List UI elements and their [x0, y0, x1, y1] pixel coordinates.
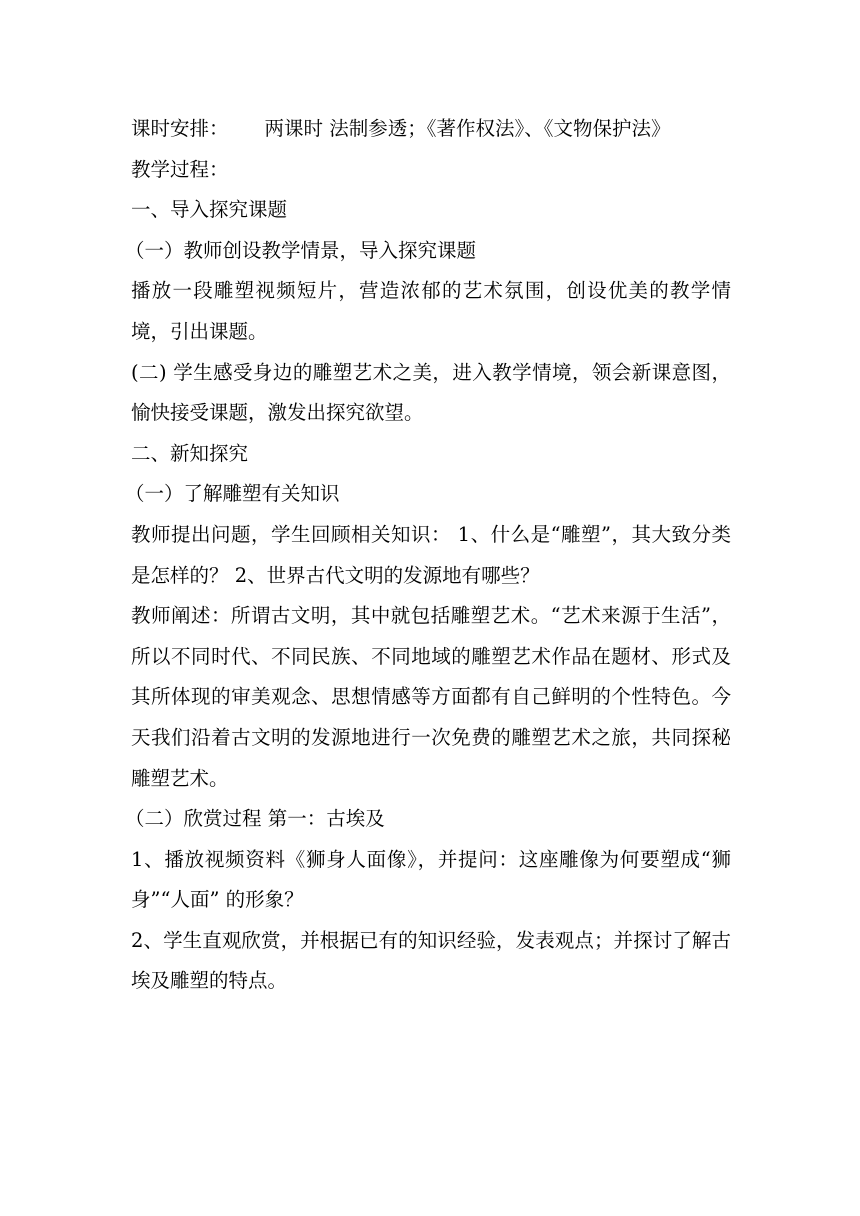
section1-sub1-title: （一）教师创设教学情景，导入探究课题 — [125, 238, 477, 262]
process-title: 教学过程： — [131, 157, 229, 181]
section2-sub1-title: （一）了解雕塑有关知识 — [125, 482, 340, 506]
section1-sub1-body: 播放一段雕塑视频短片，营造浓郁的艺术氛围，创设优美的教学情境，引出课题。 — [131, 279, 731, 343]
schedule-line — [131, 109, 731, 150]
schedule-value: 两课时 法制参透；《著作权法》、《文物保护法》 — [264, 117, 671, 140]
document-body — [125, 109, 731, 1002]
section2-sub2-item1: 1、播放视频资料《狮身人面像》，并提问：这座雕像为何要塑成“狮身”“人面” 的形象？ — [131, 847, 731, 912]
section1-sub2-body: (二) 学生感受身边的雕塑艺术之美，进入教学情境，领会新课意图，愉快接受课题，激发出探究欲望。 — [131, 360, 731, 425]
section2-sub1-explain: 教师阐述：所谓古文明，其中就包括雕塑艺术。“艺术来源于生活”，所以不同时代、不同民族、不同地域的雕塑艺术作品在题材、形式及其所体现的审美观念、思想情感等方面都有自己鲜明的个性特色。今天我们沿着古文明的发源地进行一次免费的雕塑艺术之旅，共同探秘雕塑艺术。 — [131, 604, 731, 790]
section2-sub2-item2: 2、学生直观欣赏，并根据已有的知识经验，发表观点；并探讨了解古埃及雕塑的特点。 — [131, 928, 731, 993]
section2-sub1-question: 教师提出问题，学生回顾相关知识： 1、什么是“雕塑”，其大致分类是怎样的？ 2、世界古代文明的发源地有哪些？ — [131, 522, 731, 587]
schedule-label: 课时安排： — [131, 117, 229, 140]
section1-title: 一、导入探究课题 — [131, 198, 288, 222]
section2-title: 二、新知探究 — [131, 441, 249, 465]
section2-sub2-title: （二）欣赏过程 第一：古埃及 — [125, 807, 385, 831]
